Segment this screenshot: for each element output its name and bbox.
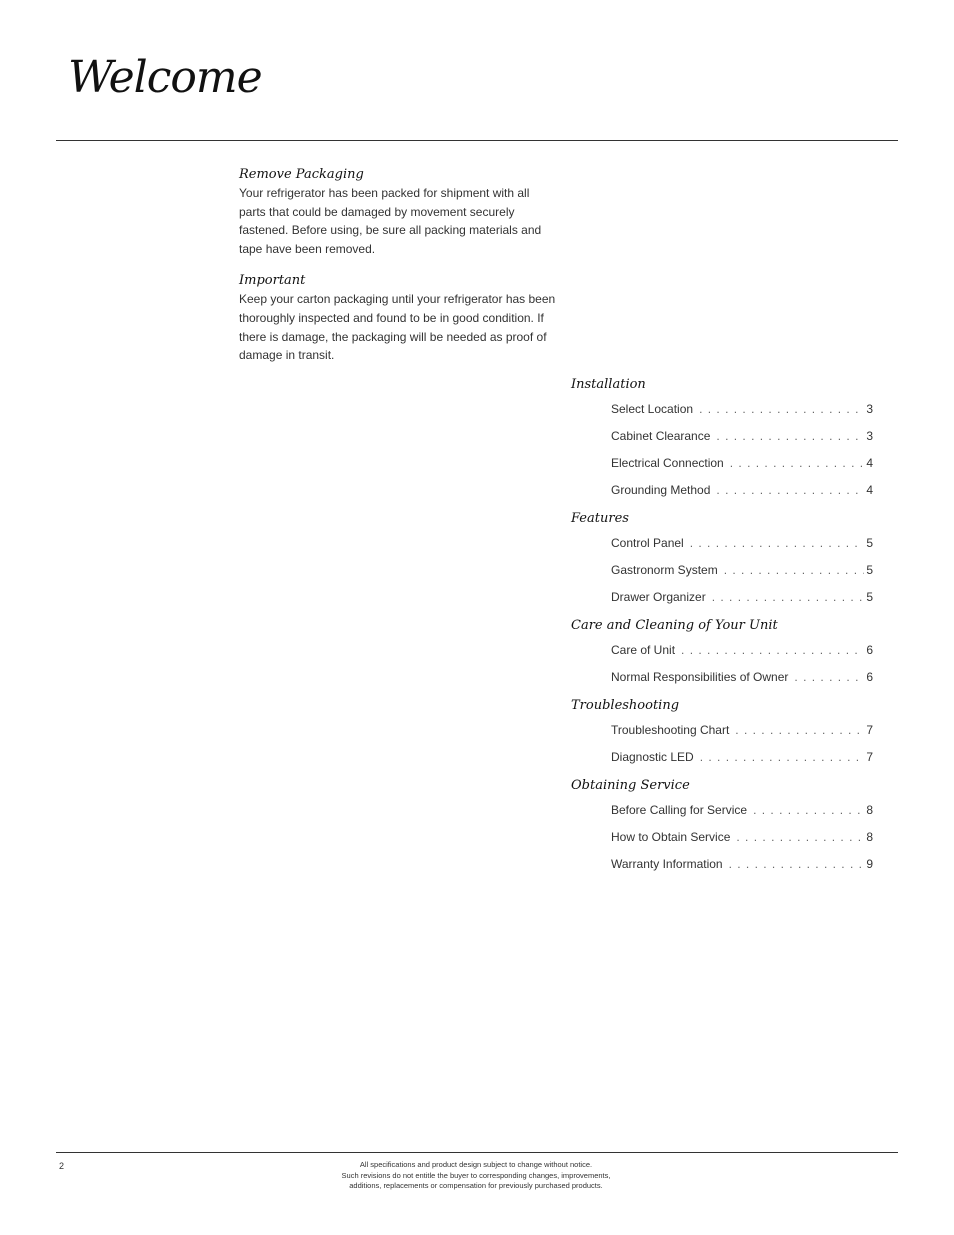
toc-entry-label: Troubleshooting Chart: [611, 723, 730, 737]
toc-section-troubleshooting: [571, 694, 873, 771]
toc-section-title: Obtaining Service: [571, 778, 690, 793]
disclaimer-line: All specifications and product design subject to change without notice.: [359, 1160, 593, 1169]
toc-entry[interactable]: [611, 477, 873, 504]
toc-entry-page: 4: [866, 456, 873, 470]
toc-entry[interactable]: [611, 664, 873, 691]
page-number: 2: [59, 1161, 65, 1171]
toc-entry-page: 7: [866, 723, 873, 737]
dot-leader: [794, 664, 864, 691]
toc-entry-page: 8: [866, 803, 873, 817]
toc-entry-page: 8: [866, 830, 873, 844]
toc-entry[interactable]: [611, 450, 873, 477]
dot-leader: [700, 744, 865, 771]
toc-section-features: [571, 507, 873, 611]
toc-entry[interactable]: [611, 637, 873, 664]
intro-section: [239, 166, 559, 365]
remove-packaging-heading: Remove Packaging: [239, 167, 364, 182]
remove-packaging-block: [239, 166, 559, 258]
dot-leader: [712, 584, 865, 611]
toc-entry-page: 6: [866, 643, 873, 657]
toc-section-title: Features: [571, 511, 629, 526]
toc-entry-label: Grounding Method: [611, 483, 711, 497]
important-block: [239, 272, 559, 364]
important-text: Keep your carton packaging until your refrigerator has been thoroughly inspected and found to be in good condition. If there is damage, the packaging will be needed as proof of damage in transit.: [239, 292, 556, 363]
toc-entry-label: Normal Responsibilities of Owner: [611, 670, 789, 684]
toc-entry-label: Drawer Organizer: [611, 590, 706, 604]
toc-entry[interactable]: [611, 744, 873, 771]
toc-entry-label: Cabinet Clearance: [611, 429, 711, 443]
footer-divider: [56, 1152, 898, 1153]
toc-entry[interactable]: [611, 584, 873, 611]
toc-entry-label: Select Location: [611, 402, 694, 416]
dot-leader: [753, 797, 864, 824]
toc-entry[interactable]: [611, 851, 873, 878]
toc-entry-page: 4: [866, 483, 873, 497]
disclaimer-line: additions, replacements or compensation for previously purchased products.: [349, 1181, 603, 1190]
toc-entry[interactable]: [611, 530, 873, 557]
dot-leader: [724, 557, 865, 584]
dot-leader: [729, 851, 865, 878]
toc-entry-label: Warranty Information: [611, 857, 723, 871]
toc-entry-page: 7: [866, 750, 873, 764]
dot-leader: [730, 450, 865, 477]
toc-entry[interactable]: [611, 717, 873, 744]
dot-leader: [716, 477, 864, 504]
dot-leader: [681, 637, 864, 664]
dot-leader: [690, 530, 865, 557]
toc-section-title: Installation: [571, 377, 646, 392]
toc-entry-page: 5: [866, 563, 873, 577]
important-heading: Important: [239, 273, 306, 289]
toc-entry[interactable]: [611, 824, 873, 851]
toc-entry-label: Diagnostic LED: [611, 750, 694, 764]
toc-entry-label: How to Obtain Service: [611, 830, 731, 844]
toc-section-title: Care and Cleaning of Your Unit: [571, 618, 778, 633]
toc-entry-label: Electrical Connection: [611, 456, 724, 470]
disclaimer-line: Such revisions do not entitle the buyer to corresponding changes, improvements,: [341, 1170, 611, 1180]
toc-entry-label: Care of Unit: [611, 643, 676, 657]
dot-leader: [735, 717, 864, 744]
toc-section-title: Troubleshooting: [571, 698, 680, 713]
header-divider: [56, 140, 898, 141]
toc-entry-label: Control Panel: [611, 536, 684, 550]
dot-leader: [716, 423, 864, 450]
toc-entry[interactable]: [611, 797, 873, 824]
toc-section-installation: [571, 373, 873, 504]
toc-entry-label: Gastronorm System: [611, 563, 718, 577]
toc-entry-page: 5: [866, 536, 873, 550]
toc-entry[interactable]: [611, 396, 873, 423]
toc-entry[interactable]: [611, 423, 873, 450]
toc-entry-page: 3: [866, 402, 873, 416]
dot-leader: [736, 824, 864, 851]
dot-leader: [699, 396, 864, 423]
toc-entry-label: Before Calling for Service: [611, 803, 748, 817]
footer-disclaimer: [276, 1160, 676, 1192]
toc-entry-page: 9: [866, 857, 873, 871]
toc-section-obtaining-service: [571, 774, 873, 878]
toc-entry-page: 3: [866, 429, 873, 443]
toc-entry-page: 5: [866, 590, 873, 604]
toc-entry-page: 6: [866, 670, 873, 684]
toc-section-care-cleaning: [571, 614, 873, 691]
toc-entry[interactable]: [611, 557, 873, 584]
table-of-contents: [571, 373, 873, 878]
remove-packaging-text: Your refrigerator has been packed for shipment with all parts that could be damaged by movement securely fastened. Before using, be sure all packing materials and tape have been removed.: [239, 186, 542, 256]
page-title: Welcome: [68, 52, 262, 103]
